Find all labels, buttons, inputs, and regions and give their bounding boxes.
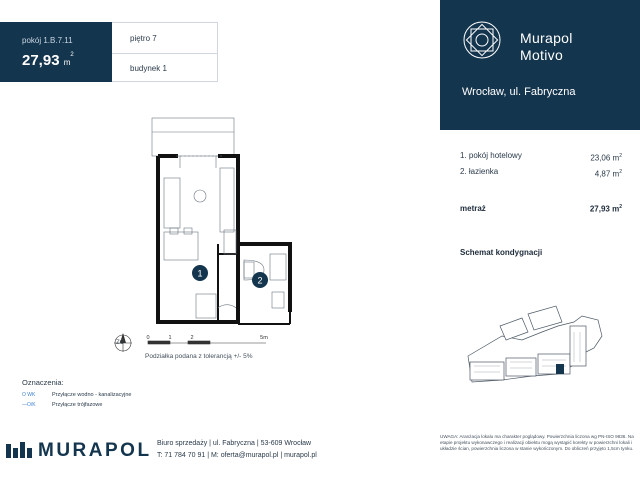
- footer-sales-office: Biuro sprzedaży | ul. Fabryczna | 53-609 Wrocław: [157, 440, 312, 447]
- room-row: [460, 164, 622, 180]
- room-1-number: 1: [197, 268, 203, 279]
- legend-item: [22, 400, 131, 410]
- unit-id: pokój 1.B.7.11: [22, 36, 73, 45]
- room-row: [460, 148, 622, 164]
- room-area: 23,06 m: [590, 153, 620, 163]
- room-label: 1. pokój hotelowy: [460, 151, 522, 160]
- brand-name: [520, 30, 573, 64]
- total-label: metraż: [460, 204, 486, 213]
- legend-item-label: Przyłącze trójfazowe: [52, 402, 103, 408]
- unit-area: [22, 52, 74, 69]
- brand-address: Wrocław, ul. Fabryczna: [462, 86, 576, 98]
- scale-tick: 0: [146, 335, 150, 341]
- brand-panel: [440, 0, 640, 130]
- room-2-number: 2: [257, 275, 263, 286]
- legend: [22, 378, 131, 410]
- total-area-row: [460, 204, 622, 214]
- unit-area-unit: m: [63, 58, 71, 67]
- total-value: 27,93 m: [589, 204, 620, 214]
- brand-name-line1: Murapol: [520, 30, 573, 46]
- footer-contact: T: 71 784 70 91 | M: oferta@murapol.pl | murapol.pl: [157, 452, 317, 459]
- floor-schema-title: Schemat kondygnacji: [460, 248, 543, 257]
- scale-tick: 2: [190, 335, 194, 341]
- scale-note: Podziałka podana z tolerancją +/- 5%: [145, 353, 253, 360]
- building-label: budynek 1: [112, 53, 217, 83]
- legend-item-label: Przyłącze wodno - kanalizacyjne: [52, 392, 132, 398]
- motivo-logo-icon: [462, 20, 502, 60]
- room-area-sup: 2: [619, 169, 622, 175]
- murapol-logo-icon: [4, 440, 34, 462]
- legend-title: Oznaczenia:: [22, 378, 64, 387]
- water-connection-icon: O WK: [22, 392, 36, 398]
- compass-label: ZC: [116, 340, 124, 346]
- unit-info-grid: [112, 22, 218, 82]
- three-phase-connection-icon: —O/K: [22, 402, 36, 408]
- room-area: 4,87 m: [594, 169, 620, 179]
- total-sup: 2: [619, 204, 622, 210]
- disclaimer-note: UWAGA: Aranżacja lokalu ma charakter poglądowy. Powierzchnia liczona wg PN-ISO 9836. Na etapie projektu wykonawczego i realizacji obiektu mogą wystąpić korekty w powierzchni lokali i układzie ścian, powierzchnia liczona w stanie wykończonym. Do obliczeń przyjęto 1,5cm tynku.: [440, 434, 634, 451]
- floor-schema-image: [462, 296, 630, 392]
- room-list: [460, 148, 622, 180]
- unit-summary-box: [0, 22, 112, 82]
- unit-area-value: 27,93: [22, 52, 60, 69]
- brand-name-line2: Motivo: [520, 47, 564, 63]
- room-label: 2. łazienka: [460, 167, 499, 176]
- scale-tick: 5m: [260, 335, 268, 341]
- floor-plan-drawing: [140, 112, 300, 352]
- scale-tick: 1: [168, 335, 172, 341]
- highlighted-unit-marker: [556, 364, 564, 374]
- legend-item: [22, 390, 131, 400]
- room-area-sup: 2: [619, 153, 622, 159]
- floor-label: piętro 7: [130, 33, 157, 43]
- footer-brand: MURAPOL: [38, 440, 152, 461]
- unit-area-sup: 2: [70, 52, 74, 58]
